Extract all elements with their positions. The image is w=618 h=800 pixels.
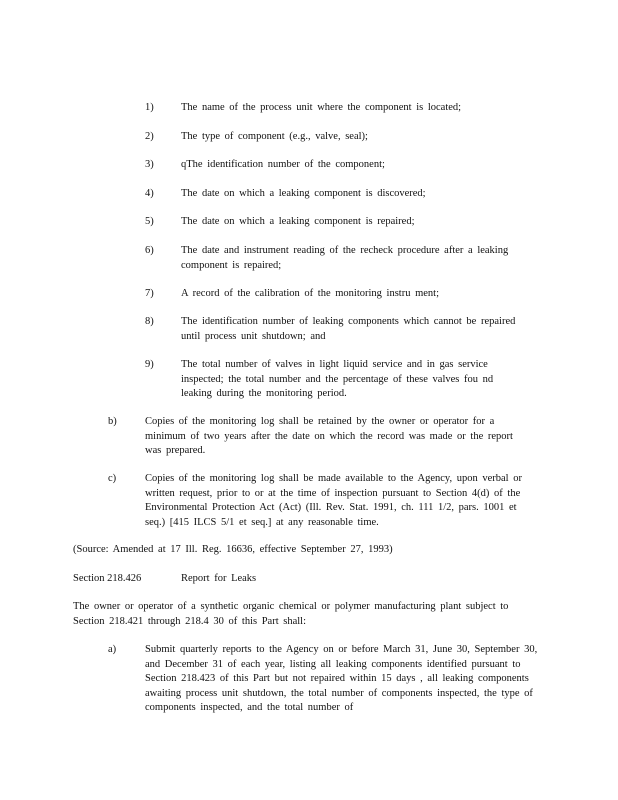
list-number: 4) [145,188,154,199]
list-letter: b) [108,416,117,427]
list-letter: c) [108,473,117,484]
list-text: The total number of valves in light liquid service and in gas service inspected; the total number and the percentage of these valves fou nd leaking during the monitoring period. [181,359,494,399]
list-number: 3) [145,159,154,170]
list-number: 6) [145,245,154,256]
intro-paragraph: The owner or operator of a synthetic organic chemical or polymer manufacturing plant subject to Section 218.421 through 218.4 30 of this Part shall: [73,601,509,627]
list-text: qThe identification number of the component; [181,159,385,170]
list-text: The date and instrument reading of the recheck procedure after a leaking component is repaired; [181,245,509,271]
list-text: A record of the calibration of the monitoring instru ment; [181,288,439,299]
source-note: (Source: Amended at 17 Ill. Reg. 16636, effective September 27, 1993) [73,544,393,555]
list-number: 5) [145,216,154,227]
list-number: 9) [145,359,154,370]
list-text: The name of the process unit where the component is located; [181,102,462,113]
section-number: Section 218.426 [73,573,142,584]
list-number: 2) [145,131,154,142]
list-number: 1) [145,102,154,113]
list-number: 8) [145,316,154,327]
list-text: Copies of the monitoring log shall be made available to the Agency, upon verbal or written request, prior to or at the time of inspection pursuant to Section 4(d) of the Environmental Protection Act (Act) (Ill. Rev. Stat. 1991, ch. 111 1/2, pars. 1001 et seq.) [415 ILCS 5/1 et seq.] at any reasonable time. [145,473,522,528]
list-text: The date on which a leaking component is repaired; [181,216,415,227]
list-text: The identification number of leaking components which cannot be repaired until process unit shutdown; and [181,316,516,342]
section-title: Report for Leaks [181,573,257,584]
list-letter: a) [108,644,117,655]
list-text: The date on which a leaking component is discovered; [181,188,426,199]
list-text: The type of component (e.g., valve, seal); [181,131,368,142]
list-text: Copies of the monitoring log shall be retained by the owner or operator for a minimum of two years after the date on which the record was made or the report was prepared. [145,416,513,456]
list-text: Submit quarterly reports to the Agency on or before March 31, June 30, September 30, and December 31 of each year, listing all leaking components identified pursuant to Section 218.423 of this Part but not repaired within 15 days , all leaking components awaiting process unit shutdown, the total number of components inspected, the type of components inspected, and the total number of [145,644,538,713]
list-number: 7) [145,288,154,299]
